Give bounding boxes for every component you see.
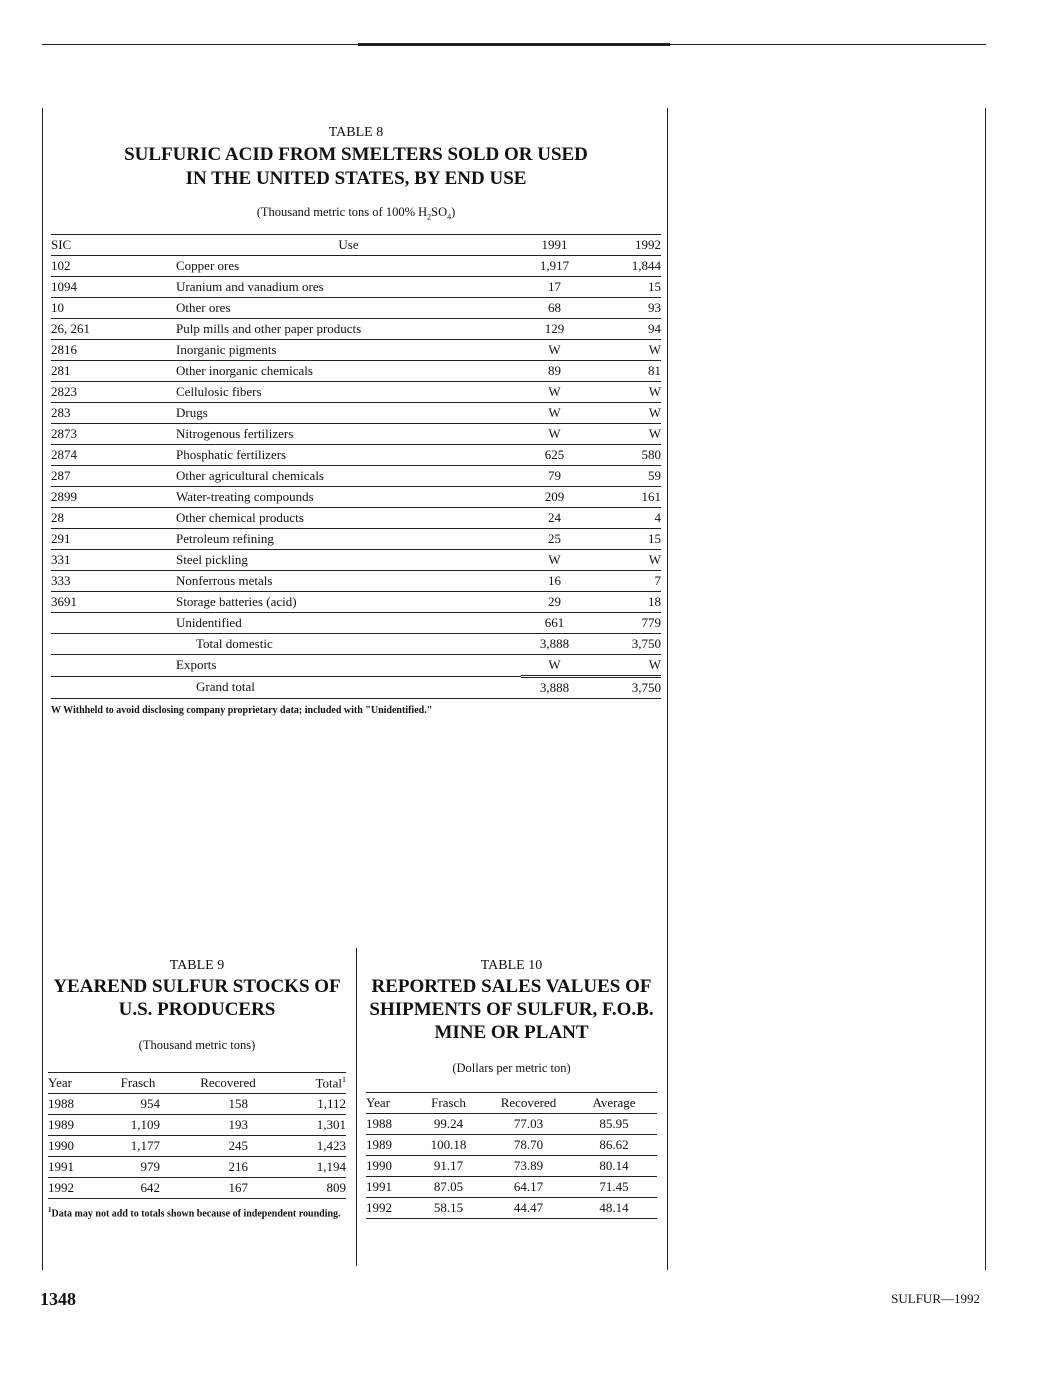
sic-cell: 283 bbox=[51, 402, 176, 423]
value-1991-cell: 17 bbox=[521, 276, 588, 297]
table-row bbox=[51, 339, 661, 360]
value-1991-cell: 79 bbox=[521, 465, 588, 486]
table-8-header-row bbox=[51, 234, 661, 255]
value-1992-cell: W bbox=[588, 381, 661, 402]
table-row bbox=[366, 1135, 657, 1156]
use-cell: Phosphatic fertilizers bbox=[176, 444, 521, 465]
value-1992-cell: 18 bbox=[588, 591, 661, 612]
year-cell: 1989 bbox=[366, 1135, 411, 1156]
empty-cell bbox=[51, 676, 176, 698]
table-10-units: (Dollars per metric ton) bbox=[452, 1061, 571, 1075]
frasch-cell: 1,177 bbox=[98, 1136, 178, 1157]
use-cell: Petroleum refining bbox=[176, 528, 521, 549]
table-row bbox=[51, 276, 661, 297]
table-10-title-line3: MINE OR PLANT bbox=[434, 1022, 589, 1043]
value-1991-cell: W bbox=[521, 381, 588, 402]
use-cell: Drugs bbox=[176, 402, 521, 423]
table-total-row bbox=[51, 676, 661, 698]
sic-cell: 331 bbox=[51, 549, 176, 570]
frasch-cell: 91.17 bbox=[411, 1156, 486, 1177]
table-9-footnote: $^1$Data may not add to totals shown because of independent rounding. bbox=[48, 1206, 341, 1220]
total-label-cell: Exports bbox=[176, 654, 521, 676]
value-1991-cell: 68 bbox=[521, 297, 588, 318]
empty-cell bbox=[51, 633, 176, 654]
table-row bbox=[51, 381, 661, 402]
sic-cell: 102 bbox=[51, 255, 176, 276]
sic-cell: 2899 bbox=[51, 486, 176, 507]
use-cell: Unidentified bbox=[176, 612, 521, 633]
value-1992-cell: 580 bbox=[588, 444, 661, 465]
value-1992-cell: 93 bbox=[588, 297, 661, 318]
value-1992-cell: W bbox=[588, 423, 661, 444]
value-1991-cell: W bbox=[521, 423, 588, 444]
sic-cell: 2816 bbox=[51, 339, 176, 360]
table-10-header-row bbox=[366, 1093, 657, 1114]
value-1992-cell: W bbox=[588, 339, 661, 360]
recovered-cell: 158 bbox=[178, 1094, 278, 1115]
sic-cell: 291 bbox=[51, 528, 176, 549]
table-8-grid bbox=[51, 234, 661, 699]
year-cell: 1991 bbox=[366, 1177, 411, 1198]
table-total-row bbox=[51, 633, 661, 654]
year-cell: 1990 bbox=[48, 1136, 98, 1157]
year-cell: 1988 bbox=[366, 1114, 411, 1135]
table-row bbox=[51, 423, 661, 444]
table-row bbox=[51, 612, 661, 633]
recovered-cell: 78.70 bbox=[486, 1135, 571, 1156]
right-column-rule bbox=[985, 108, 986, 1270]
frasch-cell: 954 bbox=[98, 1094, 178, 1115]
table-row bbox=[51, 486, 661, 507]
value-1992-cell: 81 bbox=[588, 360, 661, 381]
table-9-label: TABLE 9 bbox=[169, 958, 225, 973]
frasch-cell: 979 bbox=[98, 1157, 178, 1178]
header-1992: 1992 bbox=[588, 234, 661, 255]
use-cell: Pulp mills and other paper products bbox=[176, 318, 521, 339]
total-cell: 1,112 bbox=[278, 1094, 346, 1115]
value-1991-cell: 16 bbox=[521, 570, 588, 591]
value-1991-cell: 209 bbox=[521, 486, 588, 507]
sic-cell bbox=[51, 612, 176, 633]
recovered-cell: 44.47 bbox=[486, 1198, 571, 1219]
value-1991-cell: 89 bbox=[521, 360, 588, 381]
sic-cell: 2874 bbox=[51, 444, 176, 465]
t9-header-frasch: Frasch bbox=[98, 1073, 178, 1094]
recovered-cell: 167 bbox=[178, 1178, 278, 1199]
recovered-cell: 245 bbox=[178, 1136, 278, 1157]
total-label-cell: Grand total bbox=[176, 676, 521, 698]
value-1992-cell: 59 bbox=[588, 465, 661, 486]
average-cell: 85.95 bbox=[571, 1114, 657, 1135]
table-9-units: (Thousand metric tons) bbox=[138, 1038, 256, 1052]
table-8-title-line1: SULFURIC ACID FROM SMELTERS SOLD OR USED bbox=[124, 144, 588, 165]
table-row bbox=[51, 360, 661, 381]
t9-header-year: Year bbox=[48, 1073, 98, 1094]
t9-header-recovered: Recovered bbox=[178, 1073, 278, 1094]
table9-10-divider bbox=[356, 948, 357, 1266]
value-1991-cell: 661 bbox=[521, 612, 588, 633]
value-1992-cell: W bbox=[588, 549, 661, 570]
table-row bbox=[51, 297, 661, 318]
table-row bbox=[51, 507, 661, 528]
value-1991-cell: 1,917 bbox=[521, 255, 588, 276]
recovered-cell: 193 bbox=[178, 1115, 278, 1136]
value-1992-cell: 94 bbox=[588, 318, 661, 339]
table-row bbox=[48, 1136, 346, 1157]
table-9-header-row bbox=[48, 1073, 346, 1094]
frasch-cell: 58.15 bbox=[411, 1198, 486, 1219]
use-cell: Uranium and vanadium ores bbox=[176, 276, 521, 297]
year-cell: 1992 bbox=[366, 1198, 411, 1219]
value-1991-cell: W bbox=[521, 654, 588, 676]
sic-cell: 26, 261 bbox=[51, 318, 176, 339]
value-1991-cell: 625 bbox=[521, 444, 588, 465]
t10-header-frasch: Frasch bbox=[411, 1093, 486, 1114]
table-10-title-line1: REPORTED SALES VALUES OF bbox=[371, 976, 652, 997]
value-1991-cell: 129 bbox=[521, 318, 588, 339]
table-total-row bbox=[51, 654, 661, 676]
value-1991-cell: W bbox=[521, 339, 588, 360]
total-label-cell: Total domestic bbox=[176, 633, 521, 654]
use-cell: Inorganic pigments bbox=[176, 339, 521, 360]
table-row bbox=[48, 1157, 346, 1178]
value-1992-cell: 4 bbox=[588, 507, 661, 528]
table-row bbox=[51, 402, 661, 423]
value-1992-cell: 15 bbox=[588, 276, 661, 297]
table-row bbox=[366, 1114, 657, 1135]
total-cell: 1,194 bbox=[278, 1157, 346, 1178]
frasch-cell: 1,109 bbox=[98, 1115, 178, 1136]
value-1992-cell: 1,844 bbox=[588, 255, 661, 276]
header-1991: 1991 bbox=[521, 234, 588, 255]
table-8-units: (Thousand metric tons of 100% $H_2SO_4$) bbox=[256, 205, 456, 222]
use-cell: Cellulosic fibers bbox=[176, 381, 521, 402]
value-1991-cell: 3,888 bbox=[521, 676, 588, 698]
year-cell: 1991 bbox=[48, 1157, 98, 1178]
table-9-grid bbox=[48, 1072, 346, 1199]
t10-header-year: Year bbox=[366, 1093, 411, 1114]
year-cell: 1992 bbox=[48, 1178, 98, 1199]
value-1992-cell: W bbox=[588, 654, 661, 676]
value-1991-cell: 25 bbox=[521, 528, 588, 549]
year-cell: 1990 bbox=[366, 1156, 411, 1177]
table-row bbox=[51, 528, 661, 549]
frasch-cell: 642 bbox=[98, 1178, 178, 1199]
frasch-cell: 100.18 bbox=[411, 1135, 486, 1156]
table-10-grid bbox=[366, 1092, 657, 1219]
empty-cell bbox=[51, 654, 176, 676]
recovered-cell: 73.89 bbox=[486, 1156, 571, 1177]
sic-cell: 10 bbox=[51, 297, 176, 318]
t10-header-average: Average bbox=[571, 1093, 657, 1114]
use-cell: Storage batteries (acid) bbox=[176, 591, 521, 612]
table-row bbox=[48, 1178, 346, 1199]
table-row bbox=[366, 1198, 657, 1219]
header-use: Use bbox=[176, 234, 521, 255]
use-cell: Steel pickling bbox=[176, 549, 521, 570]
table-8-label: TABLE 8 bbox=[328, 125, 384, 140]
recovered-cell: 77.03 bbox=[486, 1114, 571, 1135]
value-1991-cell: 3,888 bbox=[521, 633, 588, 654]
average-cell: 80.14 bbox=[571, 1156, 657, 1177]
table-row bbox=[51, 444, 661, 465]
recovered-cell: 216 bbox=[178, 1157, 278, 1178]
table-row bbox=[51, 318, 661, 339]
use-cell: Copper ores bbox=[176, 255, 521, 276]
table-9-title-line1: YEAREND SULFUR STOCKS OF bbox=[53, 976, 341, 997]
sic-cell: 2823 bbox=[51, 381, 176, 402]
sic-cell: 2873 bbox=[51, 423, 176, 444]
table-8 bbox=[51, 125, 661, 716]
use-cell: Water-treating compounds bbox=[176, 486, 521, 507]
table-row bbox=[366, 1177, 657, 1198]
header-sic: SIC bbox=[51, 234, 176, 255]
table-10-title-line2: SHIPMENTS OF SULFUR, F.O.B. bbox=[369, 999, 654, 1020]
average-cell: 71.45 bbox=[571, 1177, 657, 1198]
running-title: SULFUR—1992 bbox=[891, 1291, 980, 1306]
use-cell: Other chemical products bbox=[176, 507, 521, 528]
table-row bbox=[48, 1094, 346, 1115]
table-10 bbox=[366, 958, 657, 1219]
use-cell: Other agricultural chemicals bbox=[176, 465, 521, 486]
table-10-label: TABLE 10 bbox=[480, 958, 543, 973]
top-rule-thick bbox=[358, 43, 670, 46]
table-9-title-line2: U.S. PRODUCERS bbox=[118, 999, 276, 1020]
value-1991-cell: W bbox=[521, 402, 588, 423]
t10-header-recovered: Recovered bbox=[486, 1093, 571, 1114]
table-row bbox=[51, 465, 661, 486]
value-1992-cell: 3,750 bbox=[588, 676, 661, 698]
use-cell: Nitrogenous fertilizers bbox=[176, 423, 521, 444]
sic-cell: 287 bbox=[51, 465, 176, 486]
table-row bbox=[48, 1115, 346, 1136]
table-row bbox=[51, 549, 661, 570]
value-1991-cell: 24 bbox=[521, 507, 588, 528]
left-column-rule bbox=[42, 108, 43, 1270]
sic-cell: 28 bbox=[51, 507, 176, 528]
average-cell: 48.14 bbox=[571, 1198, 657, 1219]
use-cell: Nonferrous metals bbox=[176, 570, 521, 591]
value-1992-cell: 779 bbox=[588, 612, 661, 633]
total-cell: 809 bbox=[278, 1178, 346, 1199]
value-1992-cell: 15 bbox=[588, 528, 661, 549]
t9-header-total: Total$^1$ bbox=[278, 1073, 346, 1094]
frasch-cell: 99.24 bbox=[411, 1114, 486, 1135]
frasch-cell: 87.05 bbox=[411, 1177, 486, 1198]
table-8-title-line2: IN THE UNITED STATES, BY END USE bbox=[185, 168, 527, 189]
page-number: 1348 bbox=[40, 1289, 76, 1309]
sic-cell: 333 bbox=[51, 570, 176, 591]
value-1991-cell: W bbox=[521, 549, 588, 570]
sic-cell: 3691 bbox=[51, 591, 176, 612]
value-1992-cell: W bbox=[588, 402, 661, 423]
table-8-footnote: W Withheld to avoid disclosing company proprietary data; included with "Unidentified." bbox=[51, 704, 433, 716]
value-1992-cell: 7 bbox=[588, 570, 661, 591]
value-1992-cell: 161 bbox=[588, 486, 661, 507]
table-row bbox=[51, 570, 661, 591]
recovered-cell: 64.17 bbox=[486, 1177, 571, 1198]
middle-column-rule bbox=[667, 108, 668, 1270]
table-row bbox=[51, 591, 661, 612]
table-row bbox=[366, 1156, 657, 1177]
table-row bbox=[51, 255, 661, 276]
table-9 bbox=[48, 958, 346, 1221]
average-cell: 86.62 bbox=[571, 1135, 657, 1156]
total-cell: 1,301 bbox=[278, 1115, 346, 1136]
use-cell: Other ores bbox=[176, 297, 521, 318]
total-cell: 1,423 bbox=[278, 1136, 346, 1157]
value-1992-cell: 3,750 bbox=[588, 633, 661, 654]
year-cell: 1989 bbox=[48, 1115, 98, 1136]
sic-cell: 281 bbox=[51, 360, 176, 381]
use-cell: Other inorganic chemicals bbox=[176, 360, 521, 381]
sic-cell: 1094 bbox=[51, 276, 176, 297]
value-1991-cell: 29 bbox=[521, 591, 588, 612]
year-cell: 1988 bbox=[48, 1094, 98, 1115]
